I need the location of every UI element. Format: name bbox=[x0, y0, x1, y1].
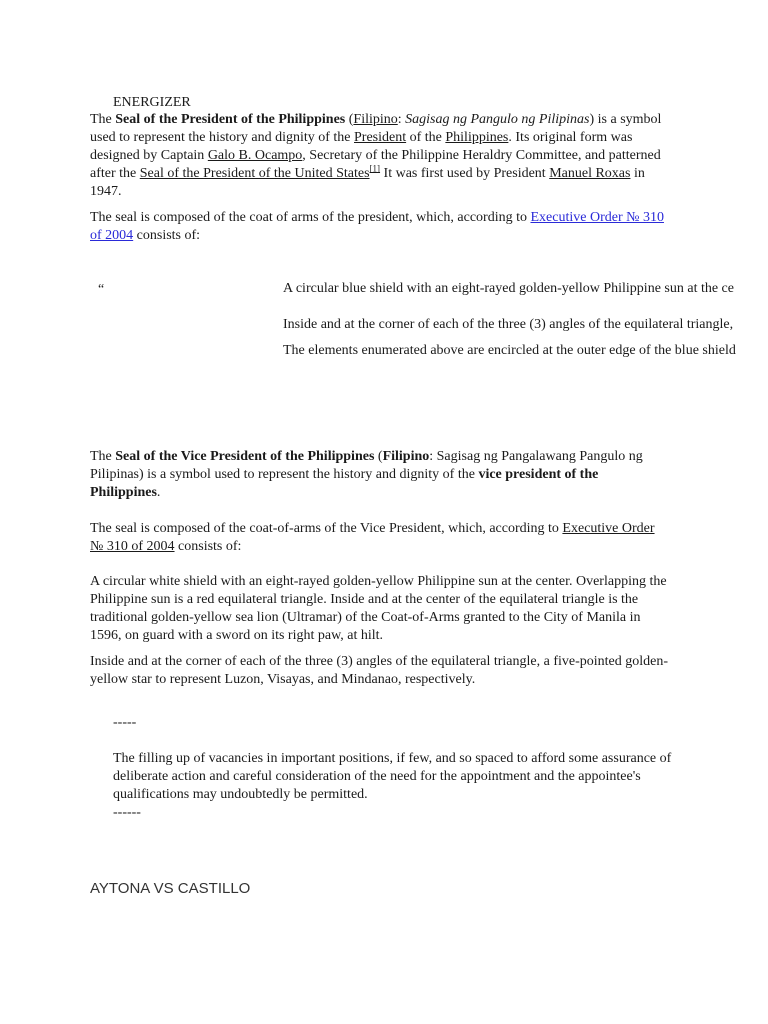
vp-composed-paragraph bbox=[90, 520, 670, 556]
text-period: . bbox=[156, 485, 161, 500]
quote-line-1: A circular blue shield with an eight-rayed golden-yellow Philippine sun at the ce bbox=[283, 281, 734, 296]
text-paren: ( bbox=[377, 449, 383, 464]
reference-link[interactable]: [1] bbox=[369, 163, 381, 174]
vacancies-quote: The filling up of vacancies in important positions, if few, and so spaced to afford some assurance of deliberate action and careful consideration of the need for the appointment and the appointee's qualifications may undoubtedly be permitted. bbox=[113, 751, 672, 802]
executive-order-link[interactable]: Executive Order № 310 of 2004 bbox=[90, 521, 655, 554]
vp-shield-description: A circular white shield with an eight-rayed golden-yellow Philippine sun at the center. Overlapping the Philippine sun is a red equilateral triangle. Inside and at the center of the equilateral triangle is the traditional golden-yellow sea lion (Ultramar) of the Coat-of-Arms granted to the City of Manila in 1596, on guard with a sword on its right paw, at hilt. bbox=[90, 574, 667, 643]
text-vp-native: : Sagisag ng Pangalawang Pangulo ng Pilipinas) is a symbol used to represent the history and dignity of the bbox=[90, 449, 643, 482]
vp-bold: vice president of the Philippines bbox=[90, 467, 599, 500]
case-heading: AYTONA VS CASTILLO bbox=[90, 880, 251, 897]
president-seal-title: Seal of the President of the Philippines bbox=[115, 112, 346, 127]
separator-top: ----- bbox=[113, 715, 137, 730]
president-composed-paragraph bbox=[90, 209, 670, 245]
president-seal-paragraph bbox=[90, 111, 670, 201]
text-composed: The seal is composed of the coat-of-arms of the Vice President, which, according to bbox=[90, 521, 559, 536]
separator-bottom: ------ bbox=[113, 805, 141, 820]
text-of-the: of the bbox=[409, 130, 442, 145]
text-the: The bbox=[90, 112, 112, 127]
quote-mark: “ bbox=[98, 282, 105, 297]
ocampo-link[interactable]: Galo B. Ocampo bbox=[207, 148, 303, 163]
text-year: in 1947. bbox=[90, 166, 645, 199]
president-link[interactable]: President bbox=[354, 130, 407, 145]
filipino-label: Filipino bbox=[382, 449, 430, 464]
text-colon: : bbox=[397, 112, 402, 127]
us-seal-link[interactable]: Seal of the President of the United States bbox=[139, 166, 370, 181]
header-label: ENERGIZER bbox=[113, 95, 191, 110]
text-paren: ( bbox=[348, 112, 354, 127]
text-consists: consists of: bbox=[178, 539, 242, 554]
quote-line-2: Inside and at the corner of each of the three (3) angles of the equilateral triangle, bbox=[283, 317, 734, 332]
text-symbol: ) is a symbol used to represent the history and dignity of the bbox=[90, 112, 662, 145]
filipino-link[interactable]: Filipino bbox=[353, 112, 398, 127]
text-the: The bbox=[90, 449, 112, 464]
executive-order-link[interactable]: Executive Order № 310 of 2004 bbox=[90, 210, 664, 243]
philippines-link[interactable]: Philippines bbox=[445, 130, 509, 145]
text-composed: The seal is composed of the coat of arms of the president, which, according to bbox=[90, 210, 527, 225]
text-first-used: It was first used by President bbox=[383, 166, 546, 181]
text-consists: consists of: bbox=[136, 228, 201, 243]
quote-line-3: The elements enumerated above are encircled at the outer edge of the blue shield bbox=[283, 343, 736, 358]
text-secretary: , Secretary of the Philippine Heraldry Committee, and patterned after the bbox=[90, 148, 661, 181]
text-original-design: . Its original form was designed by Captain bbox=[90, 130, 633, 163]
roxas-link[interactable]: Manuel Roxas bbox=[549, 166, 631, 181]
vp-seal-paragraph bbox=[90, 448, 670, 502]
vp-stars-description: Inside and at the corner of each of the three (3) angles of the equilateral triangle, a five-pointed golden-yellow star to represent Luzon, Visayas, and Mindanao, respectively. bbox=[90, 654, 669, 687]
vp-seal-title: Seal of the Vice President of the Philippines bbox=[115, 449, 375, 464]
native-name: Sagisag ng Pangulo ng Pilipinas bbox=[405, 112, 590, 127]
